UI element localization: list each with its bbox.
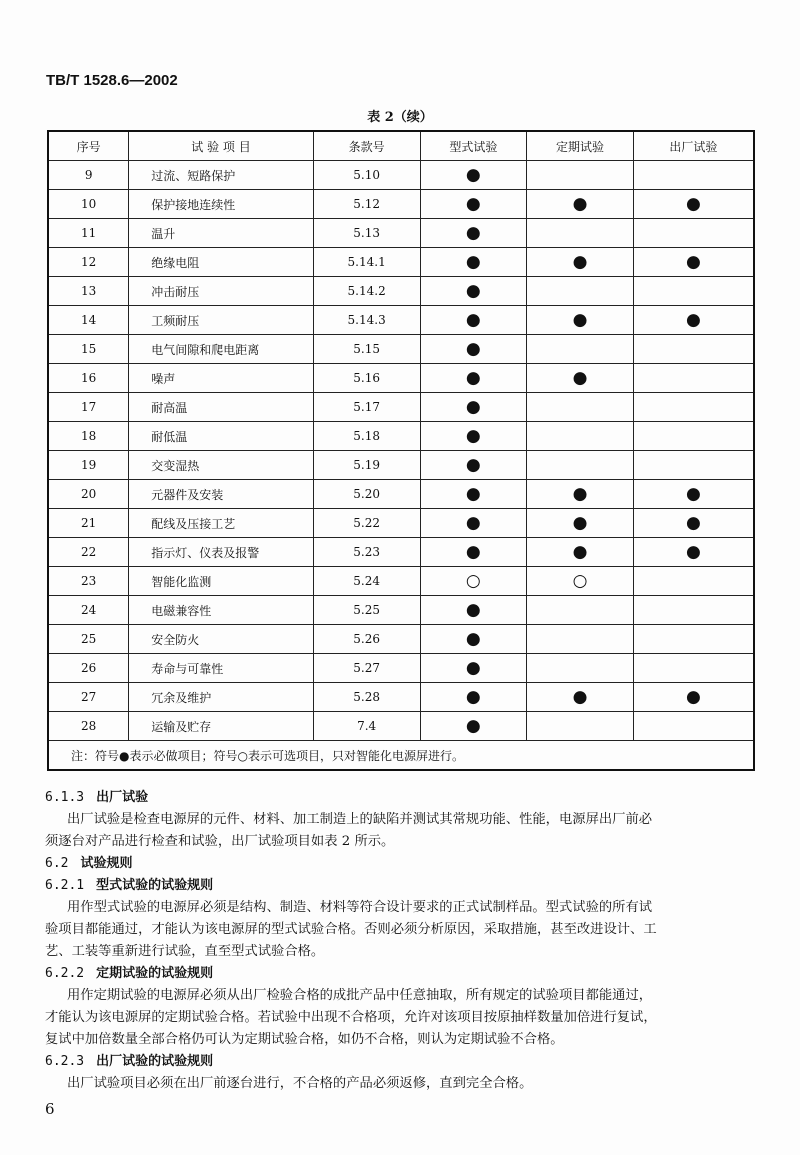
periodic-test-mark <box>527 364 634 393</box>
table-row <box>48 190 754 219</box>
test-item: 温升 <box>129 219 314 248</box>
required-dot-icon: ● <box>686 541 701 562</box>
required-dot-icon: ● <box>572 251 588 272</box>
row-number: 15 <box>48 335 129 364</box>
clause-number: 5.20 <box>313 480 420 509</box>
column-header: 试 验 项 目 <box>129 131 314 161</box>
row-number: 19 <box>48 451 129 480</box>
type-test-mark <box>420 248 527 277</box>
clause-number: 5.24 <box>313 567 420 596</box>
required-dot-icon: ● <box>465 280 481 301</box>
table-row <box>48 364 754 393</box>
required-dot-icon: ● <box>686 512 701 533</box>
test-item: 绝缘电阻 <box>129 248 314 277</box>
factory-test-mark <box>633 364 754 393</box>
factory-test-mark <box>633 509 754 538</box>
section-number: 6.2.1 <box>45 878 85 893</box>
test-item: 运输及贮存 <box>129 712 314 741</box>
required-dot-icon: ● <box>465 628 481 649</box>
clause-number: 5.16 <box>313 364 420 393</box>
clause-number: 5.10 <box>313 161 420 190</box>
row-number: 22 <box>48 538 129 567</box>
required-dot-icon: ● <box>686 309 701 330</box>
factory-test-mark <box>633 393 754 422</box>
clause-number: 5.18 <box>313 422 420 451</box>
row-number: 26 <box>48 654 129 683</box>
row-number: 13 <box>48 277 129 306</box>
table-row <box>48 422 754 451</box>
clause-number: 5.28 <box>313 683 420 712</box>
clause-number: 7.4 <box>313 712 420 741</box>
table-note: 注：符号●表示必做项目；符号○表示可选项目，只对智能化电源屏进行。 <box>48 741 754 771</box>
section-title: 出厂试验的试验规则 <box>96 1054 214 1069</box>
table-caption: 表 2（续） <box>367 110 433 125</box>
periodic-test-mark <box>527 422 634 451</box>
required-dot-icon: ● <box>686 686 701 707</box>
required-dot-icon: ● <box>686 251 701 272</box>
type-test-mark <box>420 538 527 567</box>
type-test-mark <box>420 190 527 219</box>
required-dot-icon: ● <box>465 599 481 620</box>
required-dot-icon: ● <box>465 367 481 388</box>
factory-test-mark <box>633 219 754 248</box>
type-test-mark <box>420 625 527 654</box>
required-dot-icon: ● <box>572 512 588 533</box>
table-row <box>48 654 754 683</box>
required-dot-icon: ● <box>686 193 701 214</box>
clause-number: 5.25 <box>313 596 420 625</box>
column-header: 型式试验 <box>420 131 527 161</box>
clause-number: 5.12 <box>313 190 420 219</box>
table-row <box>48 161 754 190</box>
test-item: 噪声 <box>129 364 314 393</box>
type-test-mark <box>420 567 527 596</box>
column-header: 序号 <box>48 131 129 161</box>
clause-number: 5.13 <box>313 219 420 248</box>
test-item: 保护接地连续性 <box>129 190 314 219</box>
section-number: 6.2.2 <box>45 966 85 981</box>
table-row <box>48 509 754 538</box>
factory-test-mark <box>633 306 754 335</box>
column-header: 定期试验 <box>527 131 634 161</box>
periodic-test-mark <box>527 219 634 248</box>
row-number: 28 <box>48 712 129 741</box>
test-item: 安全防火 <box>129 625 314 654</box>
test-items-table <box>47 130 755 771</box>
paragraph-line: 用作定期试验的电源屏必须从出厂检验合格的成批产品中任意抽取，所有规定的试验项目都能通过， <box>67 988 653 1003</box>
type-test-mark <box>420 596 527 625</box>
periodic-test-mark <box>527 190 634 219</box>
test-item: 交变湿热 <box>129 451 314 480</box>
row-number: 12 <box>48 248 129 277</box>
table-row <box>48 248 754 277</box>
required-dot-icon: ● <box>465 338 481 359</box>
section-number: 6.2 <box>45 856 69 871</box>
periodic-test-mark <box>527 567 634 596</box>
column-header: 条款号 <box>313 131 420 161</box>
factory-test-mark <box>633 451 754 480</box>
type-test-mark <box>420 277 527 306</box>
section-heading <box>45 1050 213 1069</box>
type-test-mark <box>420 335 527 364</box>
row-number: 9 <box>48 161 129 190</box>
page-number: 6 <box>45 1100 55 1118</box>
periodic-test-mark <box>527 451 634 480</box>
row-number: 16 <box>48 364 129 393</box>
table-row <box>48 219 754 248</box>
test-item: 电磁兼容性 <box>129 596 314 625</box>
table-row <box>48 451 754 480</box>
section-heading <box>45 786 148 805</box>
row-number: 25 <box>48 625 129 654</box>
section-title: 定期试验的试验规则 <box>96 966 214 981</box>
periodic-test-mark <box>527 306 634 335</box>
section-heading <box>45 852 133 871</box>
table-row <box>48 683 754 712</box>
type-test-mark <box>420 683 527 712</box>
factory-test-mark <box>633 161 754 190</box>
row-number: 27 <box>48 683 129 712</box>
periodic-test-mark <box>527 683 634 712</box>
row-number: 21 <box>48 509 129 538</box>
test-item: 过流、短路保护 <box>129 161 314 190</box>
row-number: 11 <box>48 219 129 248</box>
row-number: 14 <box>48 306 129 335</box>
table-row <box>48 306 754 335</box>
test-item: 耐低温 <box>129 422 314 451</box>
required-dot-icon: ● <box>465 251 481 272</box>
test-item: 冗余及维护 <box>129 683 314 712</box>
section-title: 试验规则 <box>80 856 133 871</box>
factory-test-mark <box>633 712 754 741</box>
row-number: 24 <box>48 596 129 625</box>
factory-test-mark <box>633 277 754 306</box>
factory-test-mark <box>633 335 754 364</box>
table-header-row <box>48 131 754 161</box>
factory-test-mark <box>633 625 754 654</box>
test-item: 电气间隙和爬电距离 <box>129 335 314 364</box>
periodic-test-mark <box>527 654 634 683</box>
factory-test-mark <box>633 538 754 567</box>
periodic-test-mark <box>527 712 634 741</box>
type-test-mark <box>420 451 527 480</box>
required-dot-icon: ● <box>572 367 588 388</box>
table-row <box>48 393 754 422</box>
required-dot-icon: ● <box>465 657 481 678</box>
row-number: 17 <box>48 393 129 422</box>
type-test-mark <box>420 509 527 538</box>
factory-test-mark <box>633 190 754 219</box>
test-item: 耐高温 <box>129 393 314 422</box>
table-row <box>48 277 754 306</box>
required-dot-icon: ● <box>572 193 588 214</box>
test-item: 工频耐压 <box>129 306 314 335</box>
clause-number: 5.15 <box>313 335 420 364</box>
row-number: 18 <box>48 422 129 451</box>
standard-number: TB/T 1528.6—2002 <box>46 72 178 89</box>
optional-circle-icon: ○ <box>465 570 481 591</box>
paragraph-line: 才能认为该电源屏的定期试验合格。若试验中出现不合格项，允许对该项目按原抽样数量加倍进行复试， <box>45 1010 657 1025</box>
clause-number: 5.14.1 <box>313 248 420 277</box>
table-row <box>48 538 754 567</box>
clause-number: 5.17 <box>313 393 420 422</box>
paragraph-line: 复试中加倍数量全部合格仍可认为定期试验合格，如仍不合格，则认为定期试验不合格。 <box>45 1032 564 1047</box>
clause-number: 5.23 <box>313 538 420 567</box>
required-dot-icon: ● <box>465 483 481 504</box>
required-dot-icon: ● <box>572 309 588 330</box>
periodic-test-mark <box>527 277 634 306</box>
periodic-test-mark <box>527 161 634 190</box>
type-test-mark <box>420 654 527 683</box>
clause-number: 5.14.3 <box>313 306 420 335</box>
section-title: 型式试验的试验规则 <box>96 878 214 893</box>
type-test-mark <box>420 306 527 335</box>
required-dot-icon: ● <box>465 512 481 533</box>
type-test-mark <box>420 161 527 190</box>
factory-test-mark <box>633 248 754 277</box>
column-header: 出厂试验 <box>633 131 754 161</box>
required-dot-icon: ● <box>465 309 481 330</box>
optional-circle-icon: ○ <box>572 570 588 591</box>
section-heading <box>45 874 213 893</box>
periodic-test-mark <box>527 625 634 654</box>
paragraph-line: 艺、工装等重新进行试验，直至型式试验合格。 <box>45 944 325 959</box>
table-row <box>48 567 754 596</box>
paragraph-line: 验项目都能通过，才能认为该电源屏的型式试验合格。否则必须分析原因，采取措施，甚至改进设计、工 <box>45 922 657 937</box>
test-item: 寿命与可靠性 <box>129 654 314 683</box>
row-number: 10 <box>48 190 129 219</box>
required-dot-icon: ● <box>465 164 481 185</box>
required-dot-icon: ● <box>465 686 481 707</box>
factory-test-mark <box>633 480 754 509</box>
type-test-mark <box>420 393 527 422</box>
required-dot-icon: ● <box>572 483 588 504</box>
type-test-mark <box>420 422 527 451</box>
periodic-test-mark <box>527 393 634 422</box>
section-title: 出厂试验 <box>96 790 149 805</box>
test-item: 配线及压接工艺 <box>129 509 314 538</box>
required-dot-icon: ● <box>572 541 588 562</box>
factory-test-mark <box>633 567 754 596</box>
test-item: 指示灯、仪表及报警 <box>129 538 314 567</box>
clause-number: 5.26 <box>313 625 420 654</box>
periodic-test-mark <box>527 248 634 277</box>
required-dot-icon: ● <box>465 715 481 736</box>
periodic-test-mark <box>527 509 634 538</box>
factory-test-mark <box>633 422 754 451</box>
required-dot-icon: ● <box>465 541 481 562</box>
row-number: 23 <box>48 567 129 596</box>
table-row <box>48 625 754 654</box>
factory-test-mark <box>633 654 754 683</box>
row-number: 20 <box>48 480 129 509</box>
table-row <box>48 480 754 509</box>
required-dot-icon: ● <box>572 686 588 707</box>
required-dot-icon: ● <box>465 222 481 243</box>
periodic-test-mark <box>527 538 634 567</box>
required-dot-icon: ● <box>465 193 481 214</box>
type-test-mark <box>420 480 527 509</box>
test-item: 元器件及安装 <box>129 480 314 509</box>
paragraph-line: 出厂试验是检查电源屏的元件、材料、加工制造上的缺陷并测试其常规功能、性能，电源屏出厂前必 <box>67 812 653 827</box>
required-dot-icon: ● <box>686 483 701 504</box>
paragraph-line: 用作型式试验的电源屏必须是结构、制造、材料等符合设计要求的正式试制样品。型式试验的所有试 <box>67 900 653 915</box>
table-row <box>48 712 754 741</box>
periodic-test-mark <box>527 335 634 364</box>
section-number: 6.2.3 <box>45 1054 85 1069</box>
periodic-test-mark <box>527 480 634 509</box>
type-test-mark <box>420 364 527 393</box>
section-heading <box>45 962 213 981</box>
clause-number: 5.22 <box>313 509 420 538</box>
table-row <box>48 596 754 625</box>
paragraph-line: 须逐台对产品进行检查和试验，出厂试验项目如表 2 所示。 <box>45 834 395 849</box>
type-test-mark <box>420 712 527 741</box>
factory-test-mark <box>633 683 754 712</box>
clause-number: 5.27 <box>313 654 420 683</box>
required-dot-icon: ● <box>465 396 481 417</box>
factory-test-mark <box>633 596 754 625</box>
clause-number: 5.19 <box>313 451 420 480</box>
paragraph-line: 出厂试验项目必须在出厂前逐台进行，不合格的产品必须返修，直到完全合格。 <box>67 1076 533 1091</box>
type-test-mark <box>420 219 527 248</box>
periodic-test-mark <box>527 596 634 625</box>
table-row <box>48 335 754 364</box>
test-item: 智能化监测 <box>129 567 314 596</box>
clause-number: 5.14.2 <box>313 277 420 306</box>
section-number: 6.1.3 <box>45 790 85 805</box>
required-dot-icon: ● <box>465 425 481 446</box>
test-item: 冲击耐压 <box>129 277 314 306</box>
required-dot-icon: ● <box>465 454 481 475</box>
